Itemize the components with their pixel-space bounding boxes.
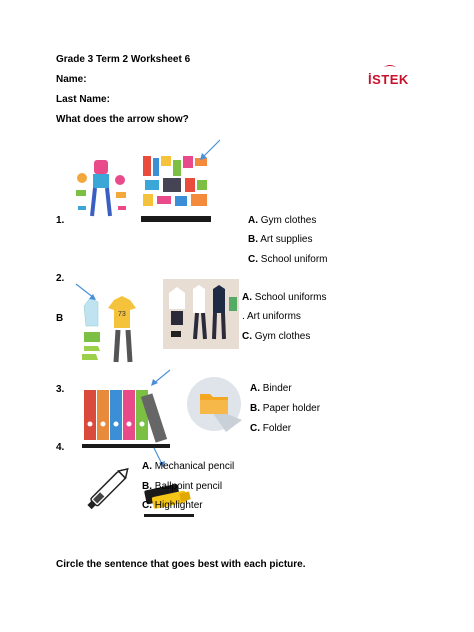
q1-gym-clothes-image: [74, 158, 130, 220]
logo-text: İSTEK: [368, 72, 409, 87]
q4-mechanical-pencil-image: [82, 458, 138, 518]
footer-instruction: Circle the sentence that goes best with each picture.: [56, 559, 306, 570]
q3-binders-image: [82, 384, 170, 448]
q1-arrow-icon: [196, 138, 222, 164]
q2-arrow-icon: [74, 282, 102, 302]
q2-gym-clothes-image: [80, 294, 140, 366]
q2-number: 2.: [56, 273, 65, 284]
q3-option-b[interactable]: B. Paper holder: [250, 403, 321, 414]
q2-side-letter: B: [56, 313, 64, 324]
q3-number: 3.: [56, 384, 65, 395]
q1-number: 1.: [56, 215, 65, 226]
worksheet-title: Grade 3 Term 2 Worksheet 6: [56, 54, 191, 65]
q1-option-c[interactable]: C. School uniform: [248, 254, 328, 265]
q2-option-a[interactable]: A. School uniforms: [242, 292, 327, 303]
q3-folder-image: [186, 376, 242, 432]
q1-option-b[interactable]: B. Art supplies: [248, 234, 313, 245]
q4-option-b[interactable]: B. Ballpoint pencil: [142, 481, 223, 492]
name-label: Name:: [56, 74, 87, 85]
q4-option-a[interactable]: A. Mechanical pencil: [142, 461, 235, 472]
q4-option-c[interactable]: C. Highlighter: [142, 500, 203, 511]
q3-arrow-icon: [148, 368, 172, 388]
lastname-label: Last Name:: [56, 94, 110, 105]
istek-logo: [368, 64, 412, 90]
q2-option-b[interactable]: . Art uniforms: [242, 311, 301, 322]
q3-option-c[interactable]: C. Folder: [250, 423, 292, 434]
q1-art-supplies-image: [141, 154, 211, 222]
q2-option-c[interactable]: C. Gym clothes: [242, 331, 311, 342]
question-prompt: What does the arrow show?: [56, 114, 189, 125]
q2-school-uniforms-image: [163, 279, 239, 349]
q3-option-a[interactable]: A. Binder: [250, 383, 292, 394]
q4-number: 4.: [56, 442, 65, 453]
svg-text:73: 73: [118, 311, 126, 318]
q1-option-a[interactable]: A. Gym clothes: [248, 215, 317, 226]
